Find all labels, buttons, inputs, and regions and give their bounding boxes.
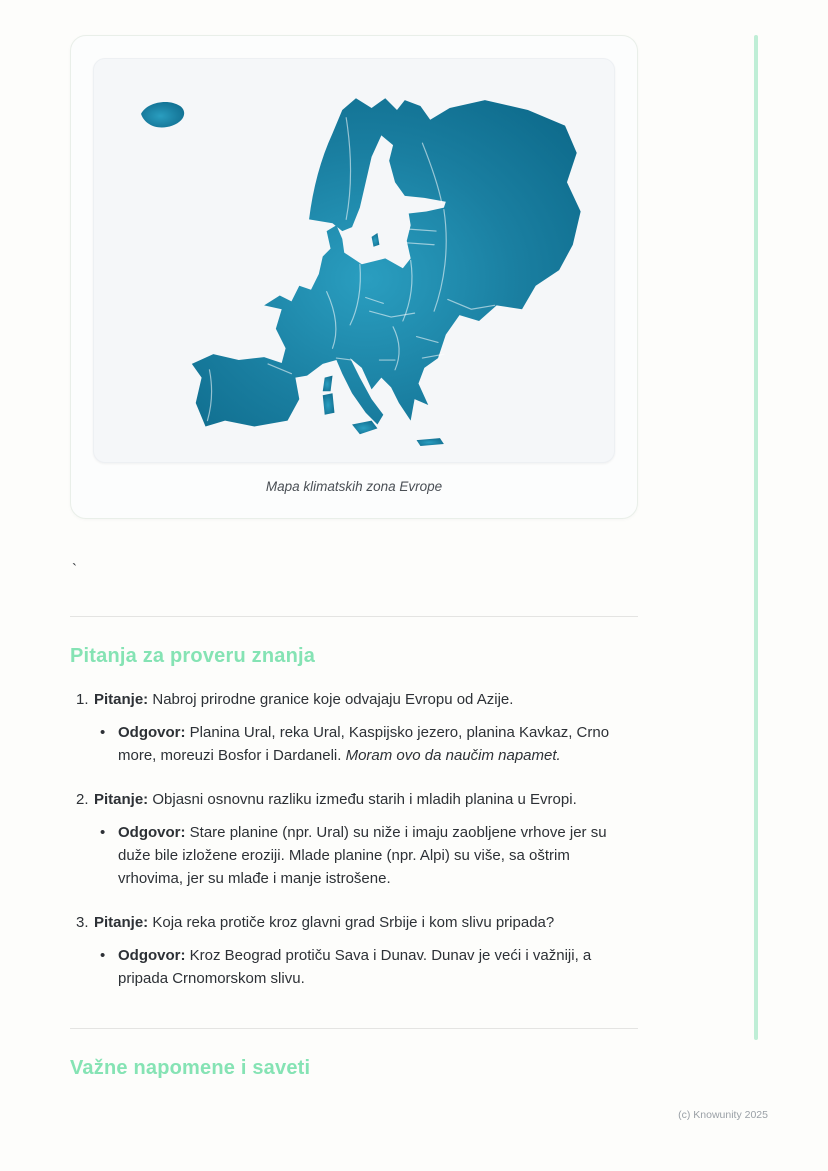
question-row [76,911,638,934]
answer-row [100,944,638,991]
question-item [70,788,638,891]
map-panel [93,58,615,463]
question-label: Pitanje: [94,913,149,931]
notes-section-title: Važne napomene i saveti [70,1057,311,1080]
question-body: Nabroj prirodne granice koje odvajaju Evropu od Azije. [152,690,514,708]
question-row [76,688,638,711]
map-caption: Mapa klimatskih zona Evrope [265,478,443,494]
section-divider-bottom [70,1028,638,1029]
question-body: Objasni osnovnu razliku između starih i mladih planina u Evropi. [152,790,577,808]
map-card [70,35,638,519]
europe-map-illustration [100,65,608,456]
question-label: Pitanje: [94,690,149,708]
item-number: 1. [76,690,89,708]
answer-label: Odgovor: [118,823,186,841]
copyright-text: (c) Knowunity 2025 [678,1109,768,1121]
question-text [94,688,513,711]
answer-body: Kroz Beograd protiču Sava i Dunav. Dunav je veći i važniji, a pripada Crnomorskom slivu. [118,946,592,988]
answer-note-italic: Moram ovo da naučim napamet. [345,747,561,765]
question-item [70,688,638,768]
item-number: 2. [76,790,89,808]
answer-row [100,821,638,891]
answer-text [118,944,638,991]
question-item [70,911,638,991]
item-number: 3. [76,913,89,931]
answer-body: Stare planine (npr. Ural) su niže i imaju zaobljene vrhove jer su duže bile izložene eroziji. Mlade planine (npr. Alpi) su više, sa oštrim vrhovima, jer su mlađe i manje istrošene. [118,823,607,888]
bullet-marker: • [100,724,106,742]
bullet-marker: • [100,946,106,964]
content-column [70,35,638,1100]
question-text [94,788,577,811]
answer-text [118,821,638,891]
answer-label: Odgovor: [118,724,186,742]
question-text [94,911,554,934]
question-row [76,788,638,811]
answer-text [118,721,638,768]
answer-label: Odgovor: [118,946,186,964]
answer-body: Planina Ural, reka Ural, Kaspijsko jezero, planina Kavkaz, Crno more, moreuzi Bosfor i Dardaneli. [118,724,610,765]
bullet-marker: • [100,823,106,841]
qa-section-title: Pitanja za proveru znanja [70,644,316,667]
answer-row [100,721,638,768]
stray-backtick: ` [72,560,77,578]
section-divider-top [70,616,638,617]
question-body: Koja reka protiče kroz glavni grad Srbije i kom slivu pripada? [152,913,555,931]
page-edge-indicator [754,35,758,1040]
question-label: Pitanje: [94,790,149,808]
